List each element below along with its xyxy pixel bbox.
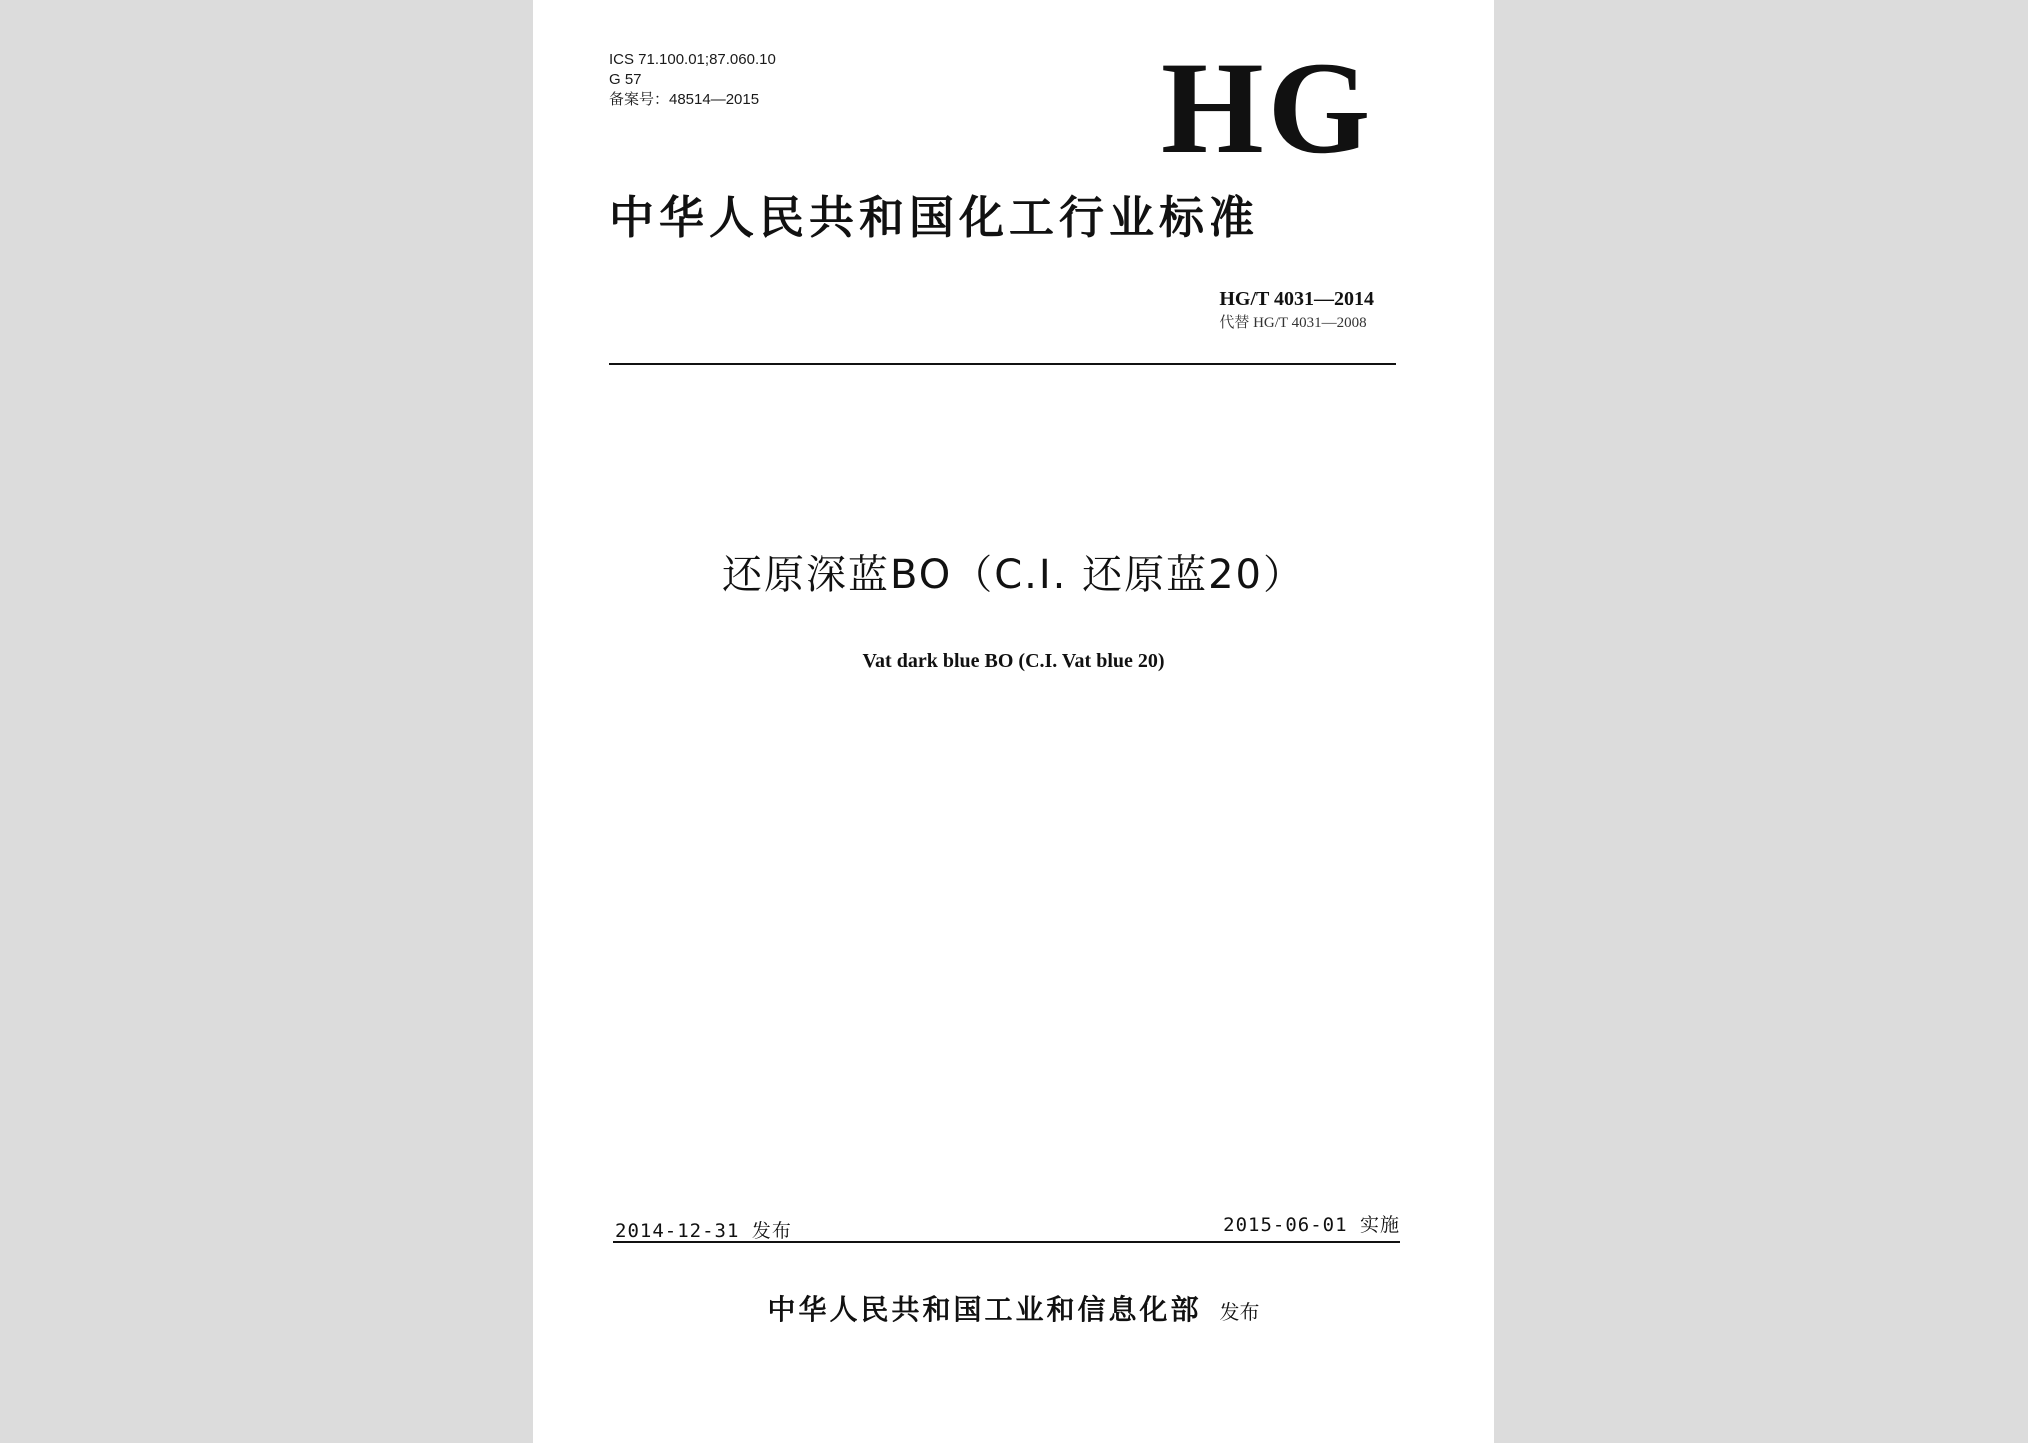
issue-date: 2014-12-31 发布 xyxy=(615,1220,792,1242)
issuer-line xyxy=(533,1290,1494,1332)
hg-logo: HG xyxy=(1161,34,1375,181)
classification-block xyxy=(609,50,776,110)
document-title-chinese: 还原深蓝BO（C.I. 还原蓝20） xyxy=(722,552,1305,598)
standard-number: HG/T 4031—2014 xyxy=(1219,288,1374,310)
ccs-code: G 57 xyxy=(609,71,642,88)
page-title: 中华人民共和国化工行业标准 xyxy=(609,191,1260,244)
document-title-english: Vat dark blue BO (C.I. Vat blue 20) xyxy=(862,650,1165,672)
issuer-name: 中华人民共和国工业和信息化部 xyxy=(767,1293,1202,1326)
document-page xyxy=(533,0,1494,1443)
ics-code: ICS 71.100.01;87.060.10 xyxy=(609,51,776,68)
top-divider xyxy=(609,363,1396,365)
effective-date: 2015-06-01 实施 xyxy=(1223,1214,1400,1236)
filing-number: 备案号：48514—2015 xyxy=(609,91,760,108)
standard-number-block xyxy=(1219,286,1374,334)
bottom-divider xyxy=(613,1241,1400,1243)
replaced-standard: 代替 HG/T 4031—2008 xyxy=(1219,315,1367,331)
issuer-suffix: 发布 xyxy=(1219,1300,1260,1324)
